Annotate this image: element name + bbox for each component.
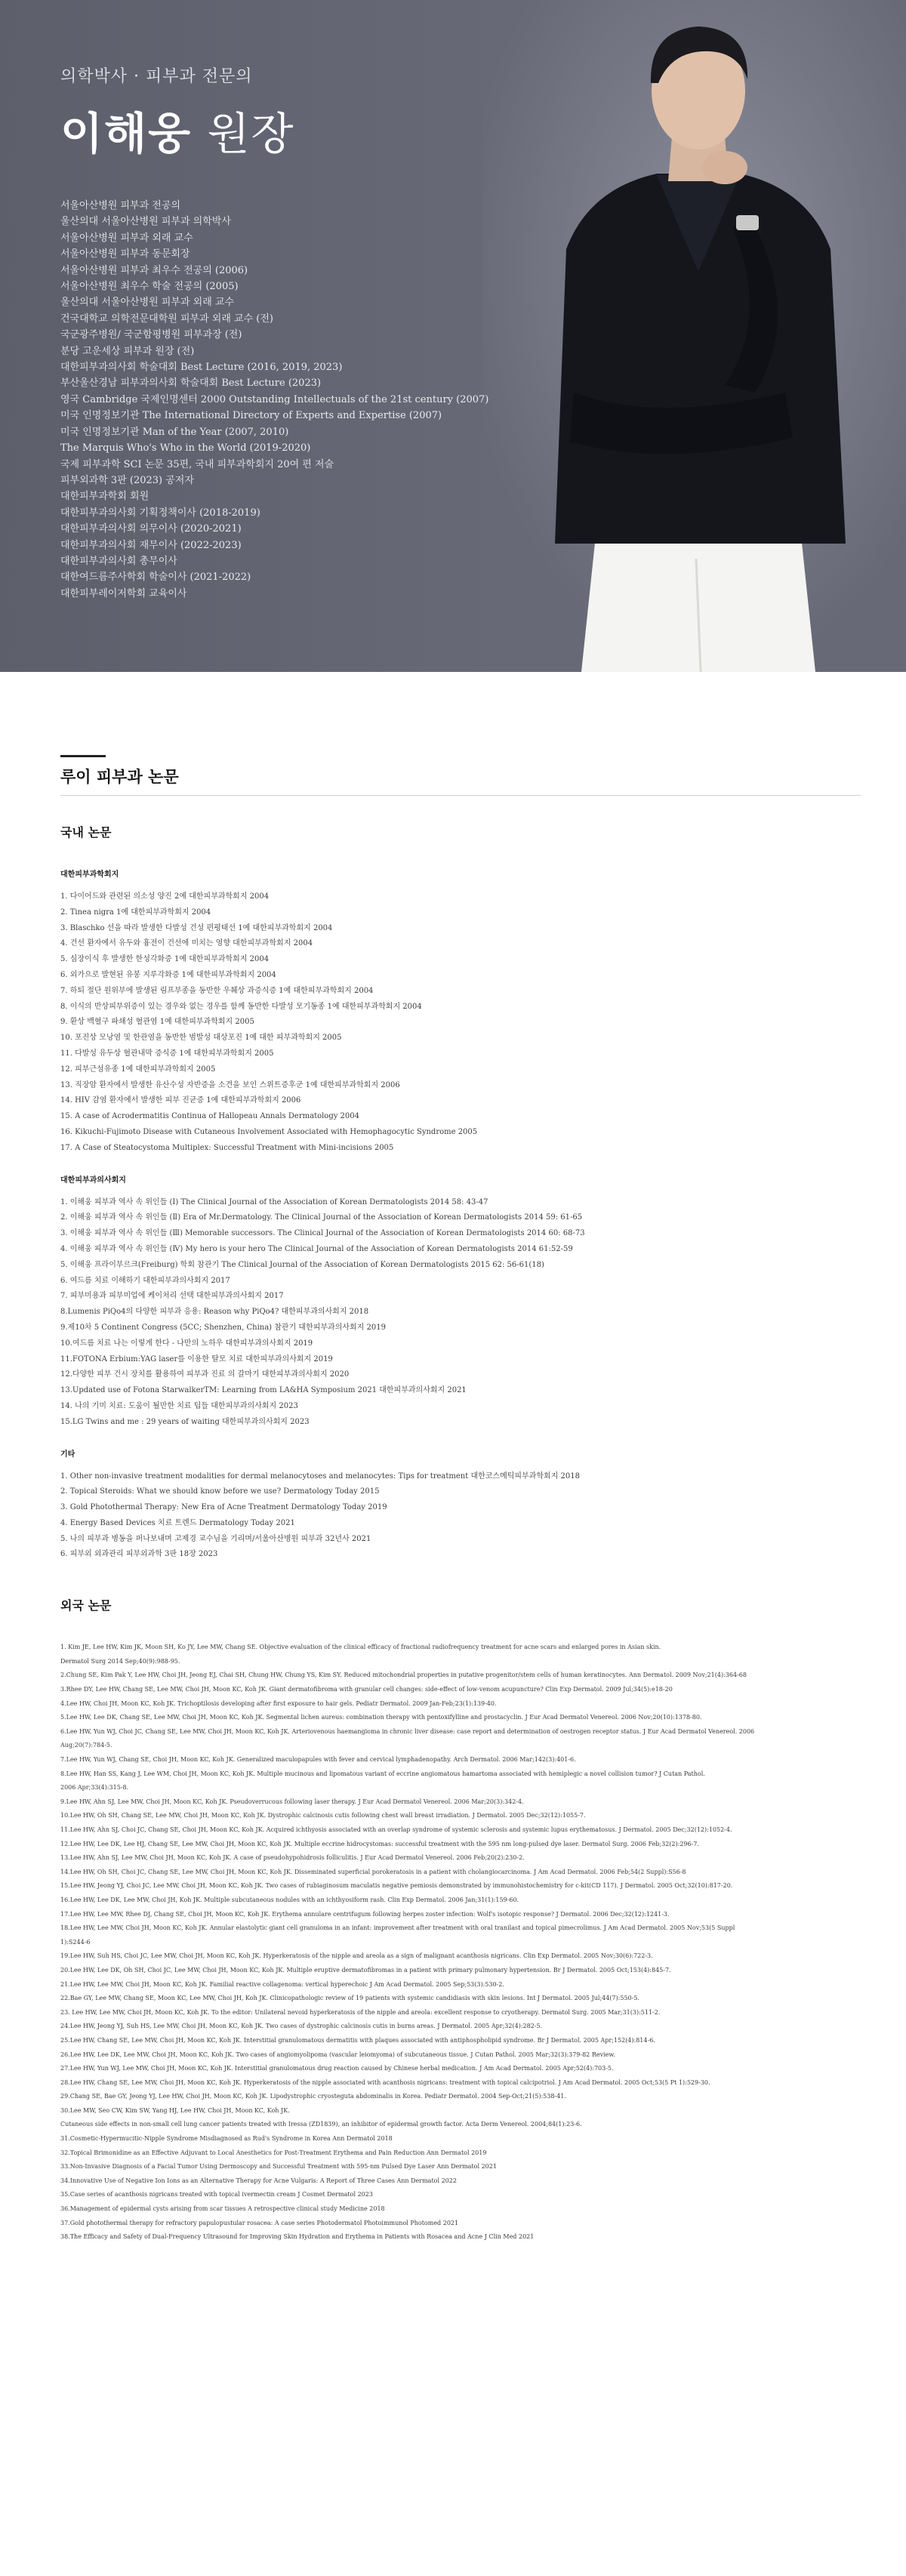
papers-section: [60, 755, 861, 2245]
foreign-paper-item: 24.Lee HW, Jeong YJ, Suh HS, Lee MW, Choi JH, Moon KC, Koh JK. Two cases of dystrophic calcinosis cutis in burns areas. J Dermatol. 2005 Apr;32(4):282-5.: [60, 2023, 543, 2030]
foreign-paper-item: 6.Lee HW, Yun WJ, Choi JC, Chang SE, Lee MW, Choi JH, Moon KC, Koh JK. Arteriovenous haemangioma in chronic liver disease: case report and determination of oestrogen receptor status. J Eur Acad Dermatol Venereol. 2006: [60, 1727, 755, 1735]
paper-item: 9.제10차 5 Continent Congress (5CC; Shenzhen, China) 참관기 대한피부과의사회지 2019: [60, 1323, 386, 1332]
foreign-paper-item: 13.Lee HW, Ahn SJ, Lee MW, Choi JH, Moon KC, Koh JK. A case of pseudohypohidrosis folliculitis. J Eur Acad Dermatol Venereol. 2006 Feb;20(2):230-2.: [60, 1854, 525, 1862]
doctor-subtitle: 의학박사 · 피부과 전문의: [60, 67, 253, 86]
foreign-paper-item: 38.The Efficacy and Safety of Dual-Frequency Ultrasound for Improving Skin Hydration and Erythema in Patients with Rosacea and Acne J Clin Med 2021: [60, 2233, 535, 2241]
paper-item: 16. Kikuchi-Fujimoto Disease with Cutaneous Involvement Associated with Hemophagocytic Syndrome 2005: [60, 1127, 478, 1136]
foreign-paper-item: 28.Lee HW, Chang SE, Lee MW, Choi JH, Moon KC, Koh JK. Hyperkeratosis of the nipple associated with acanthosis nigricans: treatment with topical calcipotriol. J Am Acad Dermatol. 2005 Oct;53(5 Pt 1):529-30.: [60, 2078, 710, 2086]
paper-item: 4. 이해웅 피부과 역사 속 위인들 (Ⅳ) My hero is your hero The Clinical Journal of the Association of Korean Dermatologists 2014 61:52-59: [60, 1244, 573, 1253]
foreign-paper-item: 18.Lee HW, Lee MW, Choi JH, Moon KC, Koh JK. Annular elastolytic giant cell granuloma in an infant: improvement after treatment with oral tranilast and topical pimecrolimus. J Am Acad Dermatol. 2005 Nov;53(5 Suppl: [60, 1924, 735, 1932]
doctor-portrait: [483, 0, 906, 672]
career-item: 미국 인명정보기관 Man of the Year (2007, 2010): [60, 426, 289, 438]
foreign-paper-item: Dermatol Surg 2014 Sep;40(9):988-95.: [60, 1657, 180, 1665]
career-item: 피부외과학 3판 (2023) 공저자: [60, 474, 194, 486]
career-item: 울산의대 서울아산병원 피부과 외래 교수: [60, 297, 235, 309]
career-item: 대한피부과의사회 학술대회 Best Lecture (2016, 2019, 2023): [60, 362, 343, 374]
foreign-paper-item: 7.Lee HW, Yun WJ, Chang SE, Choi JH, Moon KC, Koh JK. Generalized maculopapules with fever and cervical lymphadenopathy. Arch Dermatol. 2006 Mar;142(3):401-6.: [60, 1756, 576, 1764]
doctor-profile-hero: [0, 0, 906, 672]
foreign-heading: 외국 논문: [60, 1598, 112, 1613]
paper-group-title: 대한피부과의사회지: [60, 1176, 126, 1185]
foreign-paper-item: 36.Management of epidermal cysts arising from scar tissues A retrospective clinical study Medicine 2018: [60, 2205, 385, 2213]
paper-item: 6. 여드름 치료 이해하기 대한피부과의사회지 2017: [60, 1276, 230, 1285]
career-item: 서울아산병원 피부과 최우수 전공의 (2006): [60, 264, 248, 276]
paper-item: 5. 이해웅 프라이부르크(Freiburg) 학회 참관기 The Clinical Journal of the Association of Korean Dermatologists 2015 62: 56-61(18): [60, 1260, 544, 1269]
foreign-paper-item: 8.Lee HW, Han SS, Kang J, Lee WM, Choi JH, Moon KC, Koh JK. Multiple mucinous and lipomatous variant of eccrine angiomatous hamartoma associated with hemiplegic a novel collision tumor? J Cutan Pathol.: [60, 1770, 705, 1777]
paper-item: 2. Topical Steroids: What we should know before we use? Dermatology Today 2015: [60, 1487, 380, 1496]
foreign-paper-item: 33.Non-Invasive Diagnosis of a Facial Tumor Using Dermoscopy and Successful Treatment with 595-nm Pulsed Dye Laser Ann Dermatol 2021: [60, 2163, 497, 2171]
career-item: 대한피부과의사회 기획정책이사 (2018-2019): [60, 507, 260, 519]
foreign-paper-item: Aug;20(7):784-5.: [60, 1742, 112, 1749]
paper-list: [60, 1469, 861, 1564]
foreign-paper-item: 10.Lee HW, Oh SH, Chang SE, Lee MW, Choi JH, Moon KC, Koh JK. Dystrophic calcinosis cutis following chest wall breast irradiation. J Dermatol. 2005 Dec;32(12):1055-7.: [60, 1812, 586, 1820]
paper-item: 3. Blaschko 선을 따라 발생한 다발성 건성 편평태선 1예 대한피부과학회지 2004: [60, 923, 333, 932]
paper-list: [60, 1195, 861, 1431]
career-item: 서울아산병원 최우수 학술 전공의 (2005): [60, 281, 239, 293]
paper-group-title: 대한피부과학회지: [60, 870, 119, 879]
paper-item: 10.여드름 치료 나는 이렇게 한다 - 나만의 노하우 대한피부과의사회지 2019: [60, 1339, 313, 1348]
foreign-paper-item: 12.Lee HW, Lee DK, Lee HJ, Chang SE, Lee MW, Choi JH, Moon KC, Koh JK. Multiple eccrine hidrocystomas: successful treatment with the 595 nm long-pulsed dye laser. Dermatol Surg. 2006 Feb;32(2):296-7.: [60, 1840, 699, 1847]
paper-item: 6. 피부외 외과관리 피부외과학 3판 18장 2023: [60, 1550, 218, 1559]
paper-item: 7. 하퇴 절단 원위부에 발생된 림프부종을 동반한 우췌상 과증식증 1예 대한피부과학회지 2004: [60, 986, 374, 995]
paper-item: 15. A case of Acrodermatitis Continua of Hallopeau Annals Dermatology 2004: [60, 1112, 360, 1121]
foreign-paper-item: 27.Lee HW, Yun WJ, Lee MW, Choi JH, Moon KC, Koh JK. Interstitial granulomatous drug reaction caused by Chinese herbal medication. J Am Acad Dermatol. 2005 Apr;52(4):703-5.: [60, 2065, 614, 2072]
paper-item: 11. 다발성 유두상 혈관내막 증식증 1예 대한피부과학회지 2005: [60, 1049, 274, 1058]
foreign-paper-item: 11.Lee HW, Ahn SJ, Choi JC, Chang SE, Choi JH, Moon KC, Koh JK. Acquired ichthyosis associated with an overlap syndrome of systemic sclerosis and systemic lupus erythematosus. J Dermatol. 2005 Dec;32(12):1052-4.: [60, 1826, 732, 1833]
foreign-paper-item: 29.Chang SE, Bae GY, Jeong YJ, Lee HW, Choi JH, Moon KC, Koh JK. Lipodystrophic cryosteguta abdominalis in Korea. Pediatr Dermatol. 2004 Sep-Oct;21(5):538-41.: [60, 2093, 566, 2100]
paper-item: 7. 피부미용과 피부미업에 케이처리 선택 대한피부과의사회지 2017: [60, 1292, 284, 1301]
foreign-paper-item: 1):S244-6: [60, 1938, 91, 1946]
domestic-groups: [60, 867, 861, 1563]
foreign-paper-item: 2.Chung SE, Kim Pak Y, Lee HW, Choi JH, Jeong EJ, Chai SH, Chung HW, Chung YS, Kim SY. Reduced mitochondrial properties in putative progenitor/stem cells of human keratinocytes. Ann Dermatol. 2009 Nov;21(4):364-68: [60, 1672, 747, 1679]
foreign-paper-item: 9.Lee HW, Ahn SJ, Lee MW, Choi JH, Moon KC, Koh JK. Pseudoverrucous following laser therapy. J Eur Acad Dermatol Venereol. 2006 Mar;20(3):342-4.: [60, 1798, 524, 1805]
domestic-heading: 국내 논문: [60, 825, 112, 840]
foreign-paper-item: 30.Lee MW, Seo CW, Kim SW, Yang HJ, Lee HW, Choi JH, Moon KC, Koh JK.: [60, 2106, 290, 2114]
foreign-paper-item: 37.Gold photothermal therapy for refractory papulopustular rosacea: A case series Photodermatol Photoimmunol Photomed 2021: [60, 2219, 459, 2226]
paper-item: 9. 환상 백혈구 파쇄성 혈관염 1예 대한피부과학회지 2005: [60, 1018, 254, 1027]
foreign-paper-item: Cutaneous side effects in non-small cell lung cancer patients treated with Iressa (ZD1839), an inhibitor of epidermal growth factor. Acta Derm Venereol. 2004;84(1):23-6.: [60, 2121, 582, 2128]
foreign-paper-list: [60, 1641, 861, 2245]
foreign-paper-item: 14.Lee HW, Oh SH, Choi JC, Chang SE, Lee MW, Choi JH, Moon KC, Koh JK. Disseminated superficial porokeratosis in a patient with cholangiocarcinoma. J Am Acad Dermatol. 2006 Feb;54(2 Suppl):S56-8: [60, 1868, 686, 1875]
foreign-paper-item: 2006 Apr;33(4):315-8.: [60, 1784, 129, 1792]
heading-divider: [60, 795, 861, 796]
paper-item: 4. 건선 환자에서 유두와 흉전이 건선에 미치는 영향 대한피부과학회지 2004: [60, 939, 313, 948]
paper-item: 8. 이식의 반상피부위증이 있는 경우와 없는 경우를 함께 동반한 다발성 모기동종 1예 대한피부과학회지 2004: [60, 1002, 422, 1011]
career-item: 대한피부과의사회 총무이사: [60, 555, 177, 567]
doctor-title: 원장: [207, 108, 295, 159]
paper-group: [60, 867, 861, 1157]
career-item: 대한피부과의사회 재무이사 (2022-2023): [60, 539, 242, 551]
career-item: 미국 인명정보기관 The International Directory of Experts and Expertise (2007): [60, 410, 442, 422]
foreign-paper-item: 5.Lee HW, Lee DK, Chang SE, Lee MW, Choi JH, Moon KC, Koh JK. Segmental lichen aureus: combination therapy with pentoxifylline and prostacyclin. J Eur Acad Dermatol Venereol. 2006 Nov;20(10):1378-80.: [60, 1714, 702, 1721]
career-item: 대한피부과학회 회원: [60, 491, 149, 503]
paper-item: 3. 이해웅 피부과 역사 속 위인들 (Ⅲ) Memorable successors. The Clinical Journal of the Association of Korean Dermatologists 2014 60: 68-73: [60, 1229, 585, 1238]
career-item: 서울아산병원 피부과 외래 교수: [60, 232, 193, 244]
paper-item: 1. 다이어드와 관련된 의소성 양진 2예 대한피부과학회지 2004: [60, 892, 270, 901]
paper-group-title: 기타: [60, 1450, 76, 1459]
foreign-paper-item: 1. Kim JE, Lee HW, Kim JK, Moon SH, Ko JY, Lee MW, Chang SE. Objective evaluation of the clinical efficacy of fractional radiofrequency treatment for acne scars and enlarged pores in Asian skin.: [60, 1644, 661, 1651]
foreign-paper-item: 34.Innovative Use of Negative Ion Ions as an Alternative Therapy for Acne Vulgaris: A Report of Three Cases Ann Dermatol 2022: [60, 2177, 457, 2184]
foreign-paper-item: 19.Lee HW, Suh HS, Choi JC, Lee MW, Choi JH, Moon KC, Koh JK. Hyperkeratosis of the nipple and areola as a sign of malignant acanthosis nigricans. Clin Exp Dermatol. 2005 Nov;30(6):722-3.: [60, 1952, 653, 1960]
paper-item: 14. HIV 감염 환자에서 발생한 피부 진균증 1예 대한피부과학회지 2006: [60, 1096, 301, 1105]
career-item: 국군광주병원/ 국군함평병원 피부과장 (전): [60, 329, 242, 341]
foreign-paper-item: 31.Cosmetic-Hypermucitic-Nipple Syndrome Misdiagnosed as Rud's Syndrome in Korea Ann Dermatol 2018: [60, 2135, 393, 2143]
foreign-paper-item: 26.Lee HW, Lee DK, Lee MW, Choi JH, Moon KC, Koh JK. Two cases of angiomyolipoma (vascular leiomyoma) of subcutaneous tissue. J Cutan Pathol. 2005 Mar;32(3):379-82 Review.: [60, 2051, 615, 2058]
paper-item: 11.FOTONA Erbium:YAG laser를 이용한 탈모 치료 대한피부과의사회지 2019: [60, 1354, 333, 1363]
paper-item: 1. 이해웅 피부과 역사 속 위인들 (Ⅰ) The Clinical Journal of the Association of Korean Dermatologists 2014 58: 43-47: [60, 1197, 488, 1206]
paper-item: 1. Other non-invasive treatment modalities for dermal melanocytoses and melanocytes: Tips for treatment 대한코스메틱피부과학회지 2018: [60, 1471, 580, 1481]
foreign-paper-item: 25.Lee HW, Chang SE, Lee MW, Choi JH, Moon KC, Koh JK. Interstitial granulomatous dermatitis with plaques associated with antiphospholipid syndrome. Br J Dermatol. 2005 Apr;152(4):814-6.: [60, 2036, 655, 2044]
paper-item: 13. 직장암 환자에서 발생한 유산수성 자반증을 소견을 보인 스위트증후군 1예 대한피부과학회지 2006: [60, 1080, 400, 1089]
foreign-paper-item: 4.Lee HW, Choi JH, Moon KC, Koh JK. Trichoptilosis developing after first exposure to hair gels. Pediatr Dermatol. 2009 Jan-Feb;23(1):139-40.: [60, 1699, 497, 1707]
paper-item: 13.Updated use of Fotona StarwalkerTM: Learning from LA&HA Symposium 2021 대한피부과의사회지 2021: [60, 1386, 467, 1395]
career-item: 대한여드름주사학회 학술이사 (2021-2022): [60, 572, 251, 584]
papers-heading: 루이 피부과 논문: [60, 768, 179, 786]
paper-list: [60, 889, 861, 1157]
career-item: 부산울산경남 피부과의사회 학술대회 Best Lecture (2023): [60, 377, 322, 390]
career-item: 국제 피부과학 SCI 논문 35편, 국내 피부과학회지 20여 편 저술: [60, 458, 334, 470]
foreign-paper-item: 35.Case series of acanthosis nigricans treated with topical ivermectin cream J Cosmet Dermatol 2023: [60, 2191, 373, 2199]
foreign-paper-item: 22.Bae GY, Lee MW, Chang SE, Moon KC, Lee MW, Choi JH, Koh JK. Clinicopathologic review of 19 patients with systemic candidiasis with skin lesions. Int J Dermatol. 2005 Jul;44(7):550-5.: [60, 1995, 639, 2002]
foreign-paper-item: 3.Rhee DY, Lee HW, Chang SE, Lee MW, Choi JH, Moon KC, Koh JK. Giant dermatofibroma with granular cell changes: side-effect of low-venom acupuncture? Clin Exp Dermatol. 2009 Jul;34(5):e18-20: [60, 1686, 673, 1693]
foreign-paper-item: 15.Lee HW, Jeong YJ, Choi JC, Lee MW, Choi JH, Moon KC, Koh JK. Two cases of rubiaginosum maculatis negative pemiosis demonstrated by immunohistochemistry for c-kit(CD 117). J Dermatol. 2005 Oct;32(10):817-20.: [60, 1882, 733, 1890]
paper-item: 2. Tinea nigra 1예 대한피부과학회지 2004: [60, 907, 211, 917]
career-item: 서울아산병원 피부과 전공의: [60, 200, 180, 211]
foreign-paper-item: 21.Lee HW, Lee MW, Choi JH, Moon KC, Koh JK. Familial reactive collagenoma: vertical hyperechoic J Am Acad Dermatol. 2005 Sep;53(3):530-2.: [60, 1980, 504, 1988]
career-item: 분당 고운세상 피부과 원장 (전): [60, 345, 195, 357]
career-item: 울산의대 서울아산병원 피부과 의학박사: [60, 216, 231, 228]
paper-item: 6. 외가으로 발현된 유봉 지루각화증 1예 대한피부과학회지 2004: [60, 970, 276, 979]
career-item: 대한피부레이저학회 교육이사: [60, 587, 187, 599]
foreign-paper-item: 17.Lee HW, Lee MW, Rhee DJ, Chang SE, Choi JH, Moon KC, Koh JK. Erythema annulare centrifugum following herpes zoster infection: Wolf's isotopic response? J Dermatol. 2006 Dec;32(12):1241-3.: [60, 1910, 670, 1918]
paper-item: 8.Lumenis PiQo4의 다양한 피부과 응용: Reason why PiQo4? 대한피부과의사회지 2018: [60, 1308, 369, 1317]
doctor-name: [60, 98, 295, 162]
career-item: 영국 Cambridge 국제인명센터 2000 Outstanding Intellectuals of the 21st century (2007): [60, 393, 489, 405]
career-item: The Marquis Who's Who in the World (2019-2020): [60, 442, 311, 454]
paper-group: [60, 1173, 861, 1431]
foreign-paper-item: 23. Lee HW, Lee MW, Choi JH, Moon KC, Koh JK. To the editor: Unilateral nevoid hyperkeratosis of the nipple and areola: excellent response to cryotherapy. Dermatol Surg. 2005 Mar;31(3):511-2.: [60, 2008, 661, 2016]
foreign-paper-item: 16.Lee HW, Lee DK, Lee MW, Choi JH, Koh JK. Multiple subcutaneous nodules with an ichthyosiform rash. Clin Exp Dermatol. 2006 Jan;31(1):159-60.: [60, 1896, 519, 1903]
foreign-paper-item: 20.Lee HW, Lee DK, Oh SH, Choi JC, Lee MW, Choi JH, Moon KC, Koh JK. Multiple eruptive dermatofibromas in a patient with primary pulmonary hypertension. Br J Dermatol. 2005 Oct;153(4):845-7.: [60, 1966, 671, 1974]
career-item: 건국대학교 의학전문대학원 피부과 외래 교수 (전): [60, 313, 273, 325]
paper-item: 15.LG Twins and me : 29 years of waiting 대한피부과의사회지 2023: [60, 1417, 310, 1426]
foreign-paper-item: 32.Topical Brimonidine as an Effective Adjuvant to Local Anesthetics for Post-Treatment Erythema and Pain Reduction Ann Dermatol 2019: [60, 2149, 487, 2156]
paper-item: 12. 피부근섬유종 1예 대한피부과학회지 2005: [60, 1065, 216, 1074]
paper-item: 3. Gold Photothermal Therapy: New Era of Acne Treatment Dermatology Today 2019: [60, 1503, 387, 1512]
paper-item: 12.다양한 피부 건시 장치를 활용하여 피부과 진료 의 갈마기 대한피부과의사회지 2020: [60, 1370, 350, 1379]
paper-item: 2. 이해웅 피부과 역사 속 위인들 (Ⅱ) Era of Mr.Dermatology. The Clinical Journal of the Association of Korean Dermatologists 2014 59: 61-65: [60, 1213, 583, 1222]
career-item: 대한피부과의사회 의무이사 (2020-2021): [60, 523, 242, 535]
paper-item: 17. A Case of Steatocystoma Multiplex: Successful Treatment with Mini-incisions 2005: [60, 1143, 394, 1152]
paper-item: 10. 포진상 모낭염 및 한관염을 동반한 범발성 대상포진 1예 대한 피부과학회지 2005: [60, 1034, 342, 1043]
paper-item: 5. 심장이식 후 발생한 한성각화증 1예 대한피부과학회지 2004: [60, 955, 270, 964]
career-list: [60, 198, 544, 602]
paper-item: 5. 나의 피부과 병동을 퍼나보내며 고제경 교수님을 기리며/서울아산병원 피부과 32년사 2021: [60, 1534, 371, 1543]
heading-accent-bar: [60, 755, 106, 757]
career-item: 서울아산병원 피부과 동문회장: [60, 248, 190, 260]
paper-group: [60, 1447, 861, 1564]
paper-item: 4. Energy Based Devices 치료 트렌드 Dermatology Today 2021: [60, 1518, 295, 1527]
paper-item: 14. 나의 기미 치료: 도움이 될만한 치료 팁들 대한피부과의사회지 2023: [60, 1401, 298, 1410]
doctor-name-text: 이해웅: [60, 108, 193, 159]
